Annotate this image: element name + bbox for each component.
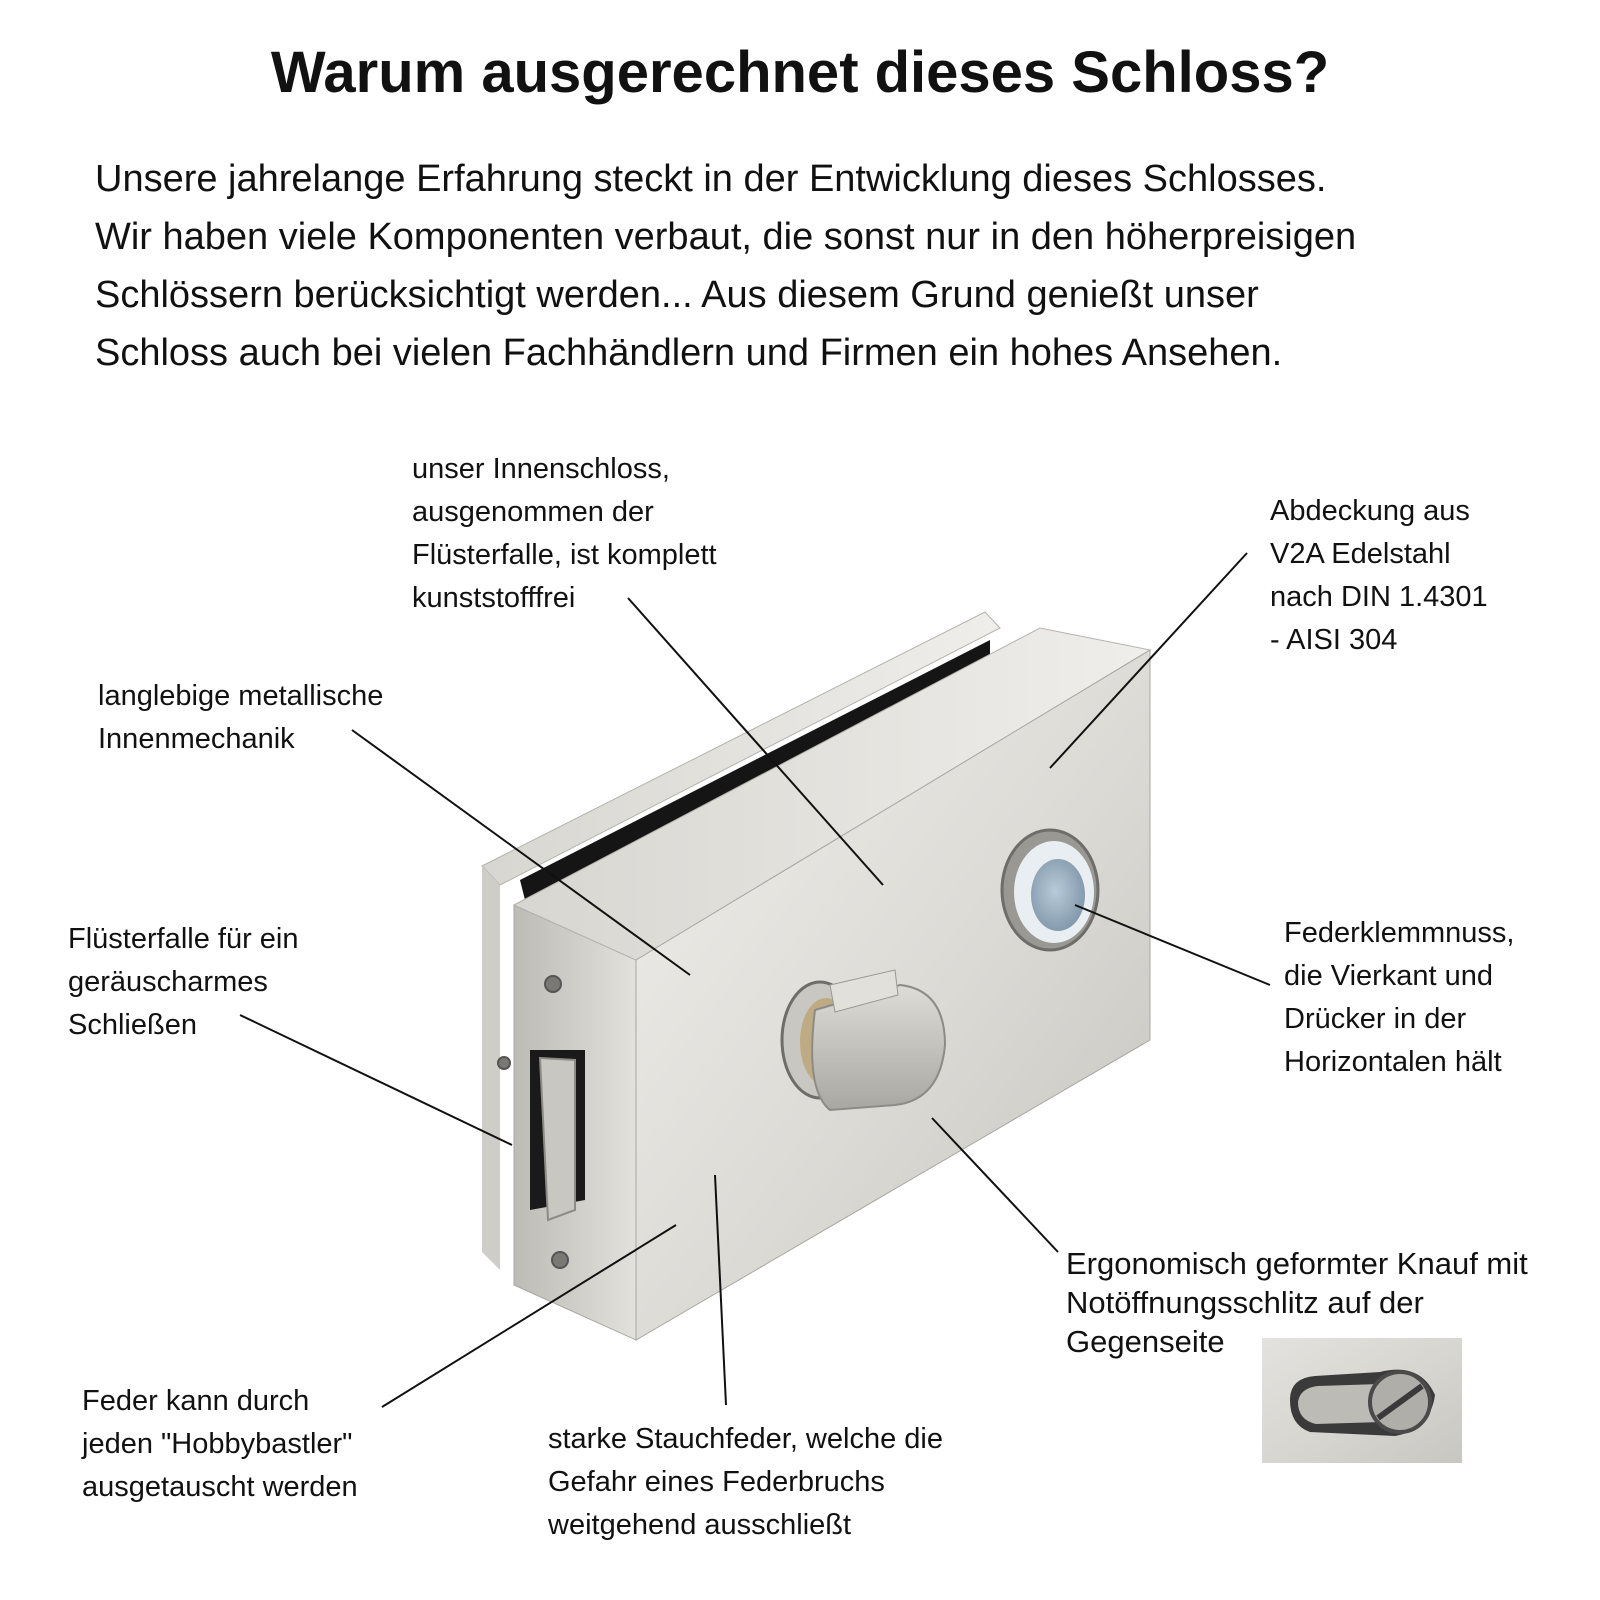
page-title: Warum ausgerechnet dieses Schloss?	[270, 40, 1330, 105]
callout-line: Horizontalen hält	[1284, 1046, 1502, 1078]
callout-innenschloss	[412, 448, 717, 620]
callout-line: weitgehend ausschließt	[548, 1509, 852, 1541]
callout-line: langlebige metallische	[98, 680, 384, 712]
callout-line: - AISI 304	[1270, 624, 1398, 656]
callout-line: Flüsterfalle für ein	[68, 923, 299, 955]
callout-line: Gefahr eines Federbruchs	[548, 1466, 885, 1498]
callout-line: jeden "Hobbybastler"	[82, 1428, 353, 1460]
callout-line: geräuscharmes	[68, 966, 268, 998]
callout-line: die Vierkant und	[1284, 960, 1494, 992]
intro-line: Schlössern berücksichtigt werden... Aus diesem Grund genießt unser	[95, 274, 1259, 316]
callout-feder	[82, 1380, 358, 1509]
callout-knauf	[1066, 1244, 1528, 1361]
callout-fluesterfalle	[68, 918, 299, 1047]
callout-line: Notöffnungsschlitz auf der	[1066, 1285, 1424, 1320]
latch	[530, 1050, 585, 1220]
callout-line: Feder kann durch	[82, 1385, 310, 1417]
callout-line: kunststofffrei	[412, 582, 576, 614]
callout-line: Ergonomisch geformter Knauf mit	[1066, 1246, 1528, 1281]
intro-line: Wir haben viele Komponenten verbaut, die sonst nur in den höherpreisigen	[95, 216, 1357, 258]
callout-stauchfeder	[548, 1418, 943, 1547]
intro-line: Schloss auch bei vielen Fachhändlern und Firmen ein hohes Ansehen.	[95, 332, 1283, 374]
callout-abdeckung	[1270, 490, 1488, 662]
callout-nuss	[1284, 912, 1514, 1084]
callout-line: Schließen	[68, 1009, 197, 1041]
callout-line: ausgetauscht werden	[82, 1471, 358, 1503]
callout-line: V2A Edelstahl	[1270, 538, 1451, 570]
lock-body	[482, 612, 1150, 1340]
leader-line-knauf	[932, 1118, 1058, 1252]
callout-line: nach DIN 1.4301	[1270, 581, 1488, 613]
intro-line: Unsere jahrelange Erfahrung steckt in der Entwicklung dieses Schlosses.	[95, 158, 1327, 200]
callout-line: ausgenommen der	[412, 496, 654, 528]
callout-line: unser Innenschloss,	[412, 453, 670, 485]
callout-line: Gegenseite	[1066, 1324, 1225, 1359]
callout-line: Drücker in der	[1284, 1003, 1467, 1035]
screw	[498, 1057, 510, 1069]
screw	[552, 1252, 568, 1268]
screw	[545, 976, 561, 992]
knob	[782, 970, 945, 1110]
callout-line: Abdeckung aus	[1270, 495, 1470, 527]
callout-line: starke Stauchfeder, welche die	[548, 1423, 943, 1455]
callout-mechanik	[98, 675, 383, 761]
callout-line: Innenmechanik	[98, 723, 295, 755]
callout-line: Flüsterfalle, ist komplett	[412, 539, 717, 571]
spring-nut	[1002, 830, 1098, 950]
callout-line: Federklemmnuss,	[1284, 917, 1515, 949]
